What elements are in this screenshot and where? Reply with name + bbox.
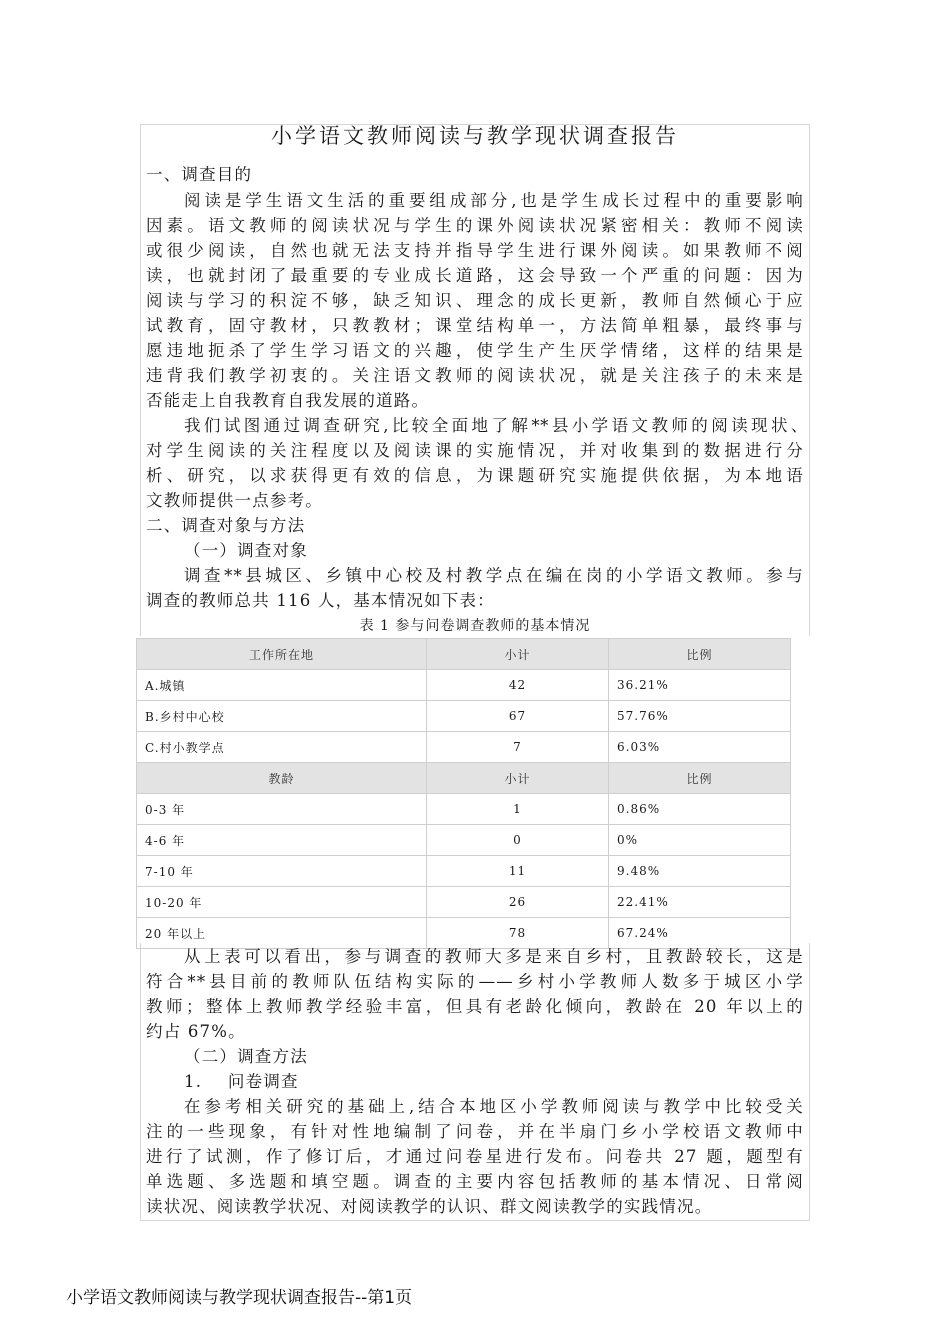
table-cell: 20 年以上	[137, 918, 427, 949]
table-header-cell: 比例	[609, 763, 791, 794]
table-cell: 67	[427, 701, 609, 732]
p1-line: 阅读是学生语文生活的重要组成部分,也是学生成长过程中的重要影响	[184, 191, 804, 210]
table-cell: 36.21%	[609, 670, 791, 701]
method1-heading: 1. 问卷调查	[184, 1072, 299, 1091]
table-caption: 表 1 参与问卷调查教师的基本情况	[359, 618, 591, 634]
p1-line: 因素。语文教师的阅读状况与学生的课外阅读状况紧密相关：教师不阅读	[146, 216, 804, 235]
table-cell: 7	[427, 732, 609, 763]
p4-line: 从上表可以看出，参与调查的教师大多是来自乡村，且教龄较长，这是	[184, 947, 804, 966]
page-footer: 小学语文教师阅读与教学现状调查报告--第1页	[66, 1288, 413, 1308]
table-row	[137, 732, 791, 763]
table-header-cell: 比例	[609, 639, 791, 670]
table-cell: 0.86%	[609, 794, 791, 825]
table-cell: 57.76%	[609, 701, 791, 732]
p1-line: 否能走上自我教育自我发展的道路。	[146, 391, 430, 410]
table-header-cell: 工作所在地	[137, 639, 427, 670]
p2-line: 我们试图通过调查研究,比较全面地了解**县小学语文教师的阅读现状、	[184, 416, 808, 435]
document-title: 小学语文教师阅读与教学现状调查报告	[271, 124, 679, 148]
table-cell: 0-3 年	[137, 794, 427, 825]
table-header-cell: 小计	[427, 639, 609, 670]
teacher-info-table	[136, 638, 791, 949]
p1-line: 违背我们教学初衷的。关注语文教师的阅读状况，就是关注孩子的未来是	[146, 366, 804, 385]
table-header-row	[137, 639, 791, 670]
section2-heading: 二、调查对象与方法	[146, 516, 306, 535]
table-cell: 1	[427, 794, 609, 825]
table-cell: 78	[427, 918, 609, 949]
p5-line: 读状况、阅读教学状况、对阅读教学的认识、群文阅读教学的实践情况。	[146, 1197, 713, 1216]
section1-heading: 一、调查目的	[146, 165, 253, 184]
p1-line: 或很少阅读，自然也就无法支持并指导学生进行课外阅读。如果教师不阅	[146, 241, 804, 260]
p5-line: 在参考相关研究的基础上,结合本地区小学教师阅读与教学中比较受关	[184, 1097, 804, 1116]
table-header-cell: 教龄	[137, 763, 427, 794]
table-cell: 4-6 年	[137, 825, 427, 856]
table-row	[137, 701, 791, 732]
table-cell: 11	[427, 856, 609, 887]
p1-line: 试教育，固守教材，只教教材；课堂结构单一，方法简单粗暴，最终事与	[146, 316, 804, 335]
subsection1-heading: （一）调查对象	[184, 541, 308, 560]
p2-line: 析、研究，以求获得更有效的信息，为课题研究实施提供依据，为本地语	[146, 466, 804, 485]
table-cell: A.城镇	[137, 670, 427, 701]
table-cell: 22.41%	[609, 887, 791, 918]
p5-line: 进行了试测，作了修订后，才通过问卷星进行发布。问卷共 27 题，题型有	[146, 1147, 804, 1166]
table-cell: 67.24%	[609, 918, 791, 949]
p3-line: 调查的教师总共 116 人，基本情况如下表：	[146, 591, 495, 610]
p1-line: 读，也就封闭了最重要的专业成长道路，这会导致一个严重的问题：因为	[146, 266, 804, 285]
table-header-cell: 小计	[427, 763, 609, 794]
table-cell: 26	[427, 887, 609, 918]
table-cell: 0	[427, 825, 609, 856]
p5-line: 单选题、多选题和填空题。调查的主要内容包括教师的基本情况、日常阅	[146, 1172, 804, 1191]
p5-line: 注的一些现象，有针对性地编制了问卷，并在半扇门乡小学校语文教师中	[146, 1122, 804, 1141]
table-row	[137, 794, 791, 825]
table-row	[137, 670, 791, 701]
table-header-row	[137, 763, 791, 794]
table-cell: 7-10 年	[137, 856, 427, 887]
p1-line: 愿违地扼杀了学生学习语文的兴趣，使学生产生厌学情绪，这样的结果是	[146, 341, 804, 360]
p4-line: 教师；整体上教师教学经验丰富，但具有老龄化倾向，教龄在 20 年以上的	[146, 997, 804, 1016]
p4-line: 约占 67%。	[146, 1022, 246, 1041]
table-cell: B.乡村中心校	[137, 701, 427, 732]
table-cell: 0%	[609, 825, 791, 856]
p1-line: 阅读与学习的积淀不够，缺乏知识、理念的成长更新，教师自然倾心于应	[146, 291, 804, 310]
table-cell: C.村小教学点	[137, 732, 427, 763]
p2-line: 对学生阅读的关注程度以及阅读课的实施情况，并对收集到的数据进行分	[146, 441, 804, 460]
table-cell: 42	[427, 670, 609, 701]
p4-line: 符合**县目前的教师队伍结构实际的——乡村小学教师人数多于城区小学	[146, 972, 804, 991]
subsection2-heading: （二）调查方法	[184, 1047, 308, 1066]
table-row	[137, 856, 791, 887]
table-cell: 9.48%	[609, 856, 791, 887]
table-cell: 6.03%	[609, 732, 791, 763]
p2-line: 文教师提供一点参考。	[146, 491, 323, 510]
table-cell: 10-20 年	[137, 887, 427, 918]
p3-line: 调查**县城区、乡镇中心校及村教学点在编在岗的小学语文教师。参与	[184, 566, 804, 585]
table-row	[137, 825, 791, 856]
table-row	[137, 887, 791, 918]
